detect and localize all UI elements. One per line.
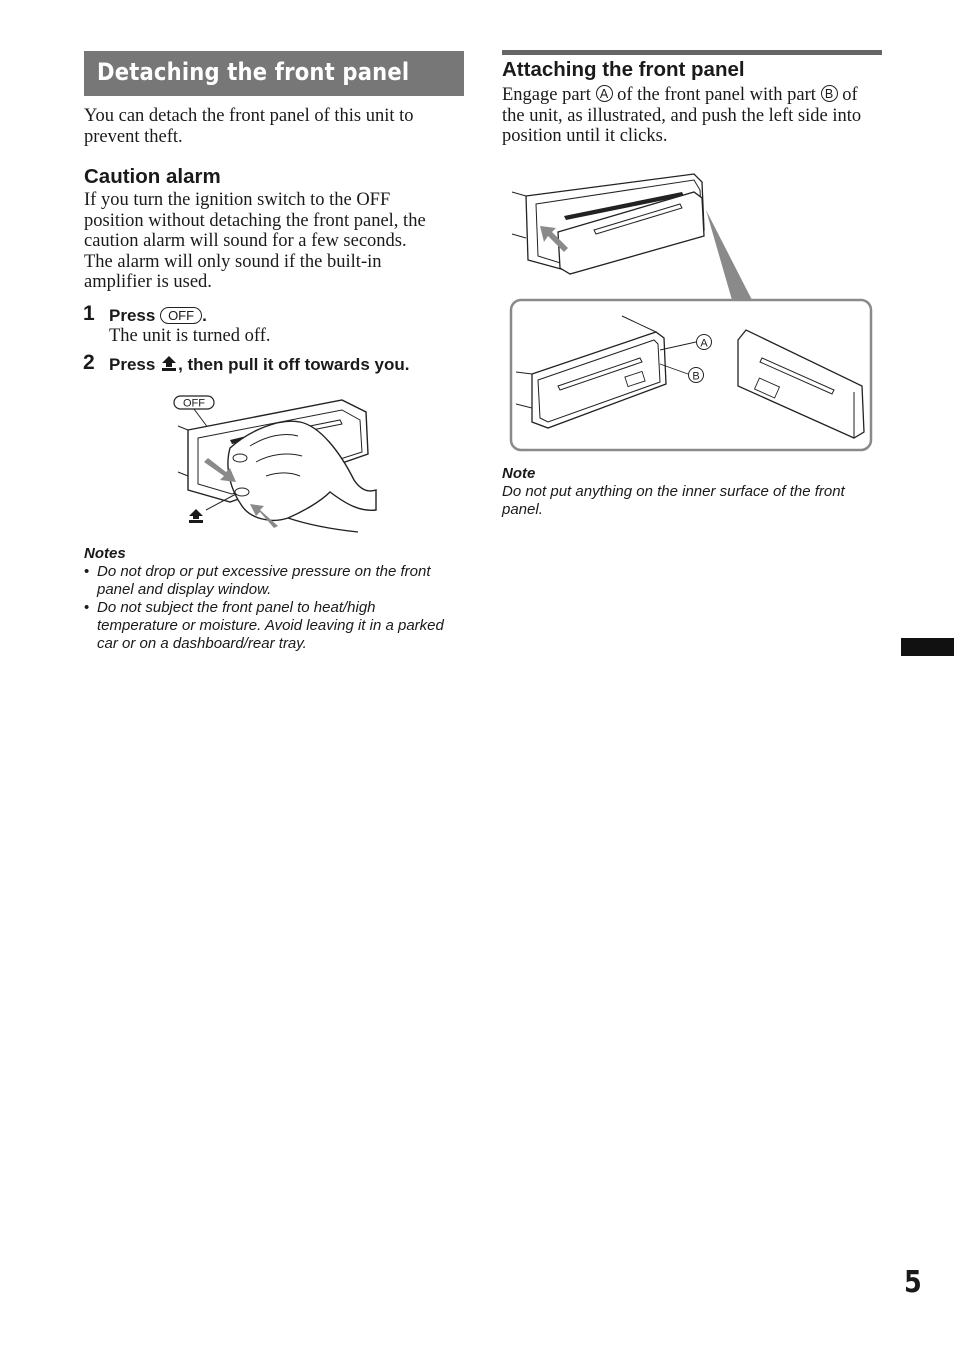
top-unit-edges xyxy=(512,192,526,238)
off-button-shape xyxy=(233,454,247,462)
part-b-marker: B xyxy=(821,85,838,102)
step-1-instruction xyxy=(109,306,207,326)
attach-text: of xyxy=(842,85,858,105)
intro-line: prevent theft. xyxy=(84,126,183,147)
note-2-line: car or on a dashboard/rear tray. xyxy=(97,635,307,653)
label-b: B xyxy=(692,370,700,383)
step-1-period: . xyxy=(202,306,207,325)
attach-paragraph xyxy=(502,85,861,147)
attach-note-heading: Note xyxy=(502,465,536,482)
intro-paragraph xyxy=(84,106,414,147)
caution-line: If you turn the ignition switch to the OFF xyxy=(84,190,391,210)
attach-note-line: Do not put anything on the inner surface of the front xyxy=(502,483,845,500)
note-1-bullet: • xyxy=(84,563,90,580)
attach-line-3: position until it clicks. xyxy=(502,126,668,147)
part-a-marker: A xyxy=(596,85,613,102)
label-a: A xyxy=(700,337,708,350)
step-1-press: Press xyxy=(109,306,156,325)
attach-illustration xyxy=(508,168,878,456)
attach-note-line: panel. xyxy=(502,501,543,519)
caution-heading: Caution alarm xyxy=(84,165,221,188)
caution-paragraph xyxy=(84,190,426,293)
step-2-press: Press xyxy=(109,355,156,374)
unit-edge-lines xyxy=(178,426,188,476)
note-1 xyxy=(97,563,431,599)
magnify-wedge xyxy=(706,210,752,300)
section-banner xyxy=(84,51,464,96)
caution-line: position without detaching the front panel, the xyxy=(84,210,426,231)
section-tab-marker xyxy=(901,638,954,656)
release-button-shape xyxy=(235,488,249,496)
release-icon xyxy=(160,355,178,372)
caution-line: caution alarm will sound for a few seconds. xyxy=(84,231,407,252)
detach-illustration xyxy=(170,392,380,540)
caution-line: amplifier is used. xyxy=(84,272,212,293)
off-callout-label: OFF xyxy=(183,397,205,410)
note-2 xyxy=(97,599,444,654)
attach-heading: Attaching the front panel xyxy=(502,58,745,81)
note-1-line: panel and display window. xyxy=(97,581,272,599)
note-2-bullet: • xyxy=(84,599,90,616)
step-1-number: 1 xyxy=(83,302,95,325)
note-2-line: Do not subject the front panel to heat/high xyxy=(97,599,376,616)
attach-text: of the front panel with part xyxy=(617,85,816,105)
section-title: Detaching the front panel xyxy=(97,58,410,86)
note-1-line: Do not drop or put excessive pressure on the front xyxy=(97,563,431,580)
attach-line-1 xyxy=(502,85,861,106)
off-key: OFF xyxy=(160,307,202,324)
section-rule xyxy=(502,50,882,55)
page-number: 5 xyxy=(904,1265,922,1300)
attach-note xyxy=(502,483,845,519)
release-callout-icon xyxy=(189,509,203,523)
intro-line: You can detach the front panel of this unit to xyxy=(84,106,414,126)
notes-heading: Notes xyxy=(84,545,126,562)
step-1-result: The unit is turned off. xyxy=(109,326,271,346)
attach-text: Engage part xyxy=(502,85,591,105)
note-2-line: temperature or moisture. Avoid leaving it in a parked xyxy=(97,617,444,635)
step-2-number: 2 xyxy=(83,351,95,374)
caution-line: The alarm will only sound if the built-in xyxy=(84,251,382,272)
step-2-rest: , then pull it off towards you. xyxy=(178,355,410,374)
wrist-line xyxy=(288,518,358,532)
attach-line-2: the unit, as illustrated, and push the left side into xyxy=(502,105,862,126)
step-2-instruction xyxy=(109,355,409,375)
